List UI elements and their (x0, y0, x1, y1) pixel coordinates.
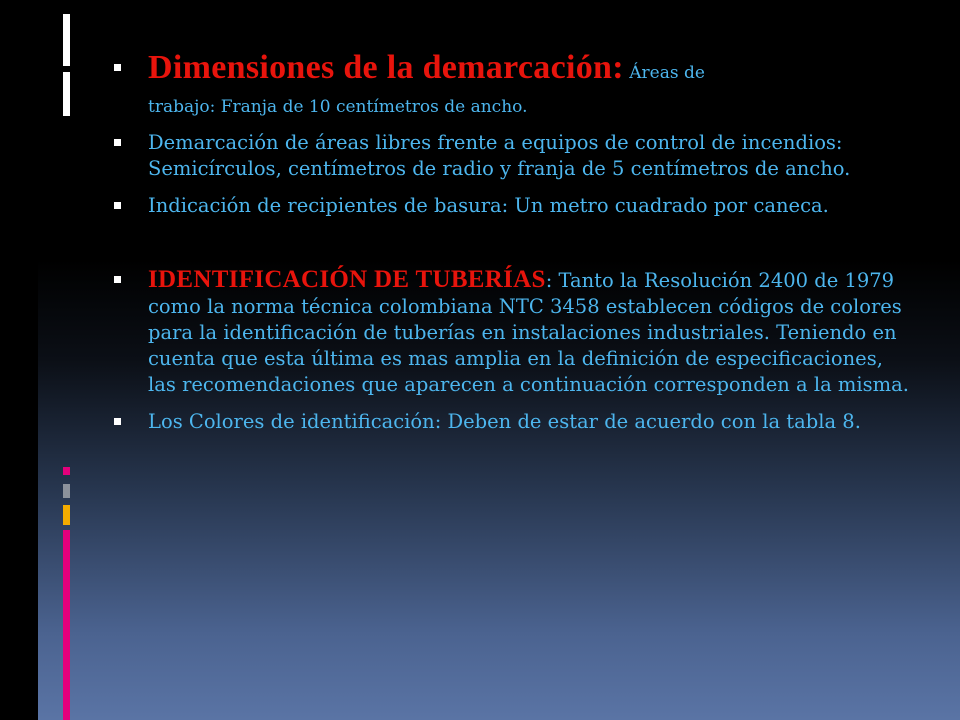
bullet-text: Los Colores de identificación: Deben de estar de acuerdo con la tabla 8. (148, 410, 861, 433)
square-bullet-icon (114, 64, 121, 71)
left-margin-strip (0, 0, 38, 720)
bullet-identificacion-tuberias (110, 267, 910, 398)
decorative-bar-magenta-long (63, 530, 70, 720)
decorative-bar-yellow (63, 505, 70, 525)
bullet-areas-libres (110, 130, 910, 182)
square-bullet-icon (114, 276, 121, 283)
square-bullet-icon (114, 139, 121, 146)
square-bullet-icon (114, 202, 121, 209)
bullet-recipientes-basura (110, 193, 910, 219)
square-bullet-icon (114, 418, 121, 425)
decorative-bar-white-top (63, 14, 70, 66)
bullet-line (148, 93, 910, 120)
bullet-text: Indicación de recipientes de basura: Un metro cuadrado por caneca. (148, 194, 829, 217)
bullet-list (110, 48, 910, 435)
decorative-bar-magenta-small (63, 467, 70, 475)
bullet-line (148, 48, 910, 93)
decorative-bar-white-second (63, 72, 70, 116)
bullet-heading: IDENTIFICACIÓN DE TUBERÍAS (148, 266, 546, 293)
bullet-text: Áreas de (623, 63, 705, 83)
decorative-bar-gray (63, 484, 70, 498)
bullet-text: : Tanto la Resolución 2400 de 1979 como la norma técnica colombiana NTC 3458 establecen códigos de colores para la identificación de tuberías en instalaciones industriales. Teniendo en cuenta que esta última es mas amplia en la definición de especificaciones, las recomendaciones que aparecen a continuación corresponden a la misma. (148, 269, 909, 396)
bullet-heading: Dimensiones de la demarcación: (148, 49, 624, 86)
bullet-dimensiones-demarcacion (110, 48, 910, 120)
bullet-colores-identificacion (110, 409, 910, 435)
bullet-text: trabajo: Franja de 10 centímetros de ancho. (148, 97, 528, 117)
bullet-text: Demarcación de áreas libres frente a equipos de control de incendios: Semicírculos, centímetros de radio y franja de 5 centímetros de ancho. (148, 131, 851, 180)
